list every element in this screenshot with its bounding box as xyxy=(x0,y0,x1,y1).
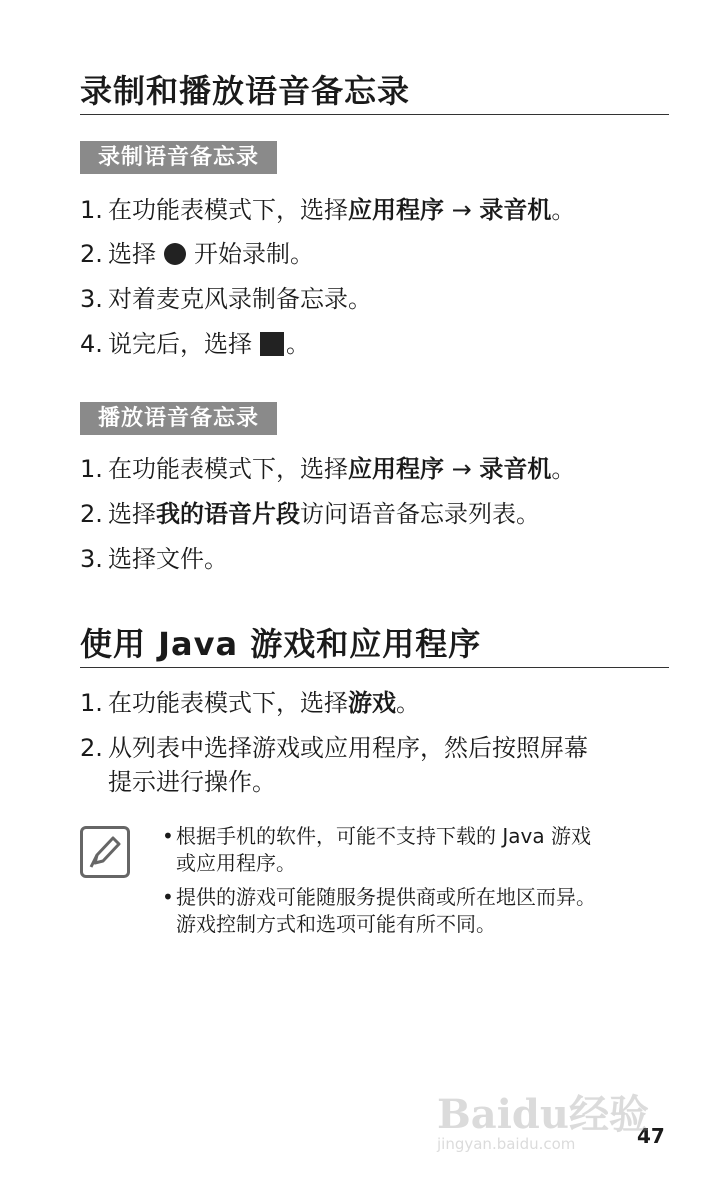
java-step-2-cont: 提示进行操作。 xyxy=(108,768,276,796)
play-step-1: 1. 在功能表模式下，选择应用程序 → 录音机。 xyxy=(80,455,576,483)
play-step-2: 2. 选择我的语音片段访问语音备忘录列表。 xyxy=(80,500,540,528)
note-2-line-1: 提供的游戏可能随服务提供商或所在地区而异。 xyxy=(176,885,596,909)
record-step-4: 4. 说完后，选择 。 xyxy=(80,330,310,358)
record-step-2: 2. 选择 开始录制。 xyxy=(80,240,314,268)
subheading-play: 播放语音备忘录 xyxy=(80,402,277,435)
stop-icon xyxy=(260,332,284,356)
note-bullet-1: • xyxy=(162,824,174,848)
manual-page xyxy=(80,0,670,1191)
java-step-2: 2. 从列表中选择游戏或应用程序，然后按照屏幕 xyxy=(80,734,588,762)
page-number: 47 xyxy=(637,1124,665,1148)
subheading-record: 录制语音备忘录 xyxy=(80,141,277,174)
record-icon xyxy=(164,243,186,265)
record-step-3: 3. 对着麦克风录制备忘录。 xyxy=(80,285,372,313)
note-bullet-2: • xyxy=(162,885,174,909)
note-pencil-icon xyxy=(80,826,130,878)
note-2-line-2: 游戏控制方式和选项可能有所不同。 xyxy=(176,912,496,936)
baidu-watermark xyxy=(437,1083,687,1163)
section-title-java: 使用 Java 游戏和应用程序 xyxy=(80,625,669,668)
java-step-1: 1. 在功能表模式下，选择游戏。 xyxy=(80,689,420,717)
watermark-logo-text: Baidu经验 xyxy=(437,1091,649,1138)
note-1-line-2: 或应用程序。 xyxy=(176,851,296,875)
play-step-3: 3. 选择文件。 xyxy=(80,545,228,573)
note-1-line-1: 根据手机的软件，可能不支持下载的 Java 游戏 xyxy=(176,824,591,848)
watermark-url: jingyan.baidu.com xyxy=(437,1135,576,1153)
record-step-1: 1. 在功能表模式下，选择应用程序 → 录音机。 xyxy=(80,196,576,224)
section-title-voice-memo: 录制和播放语音备忘录 xyxy=(80,72,669,115)
